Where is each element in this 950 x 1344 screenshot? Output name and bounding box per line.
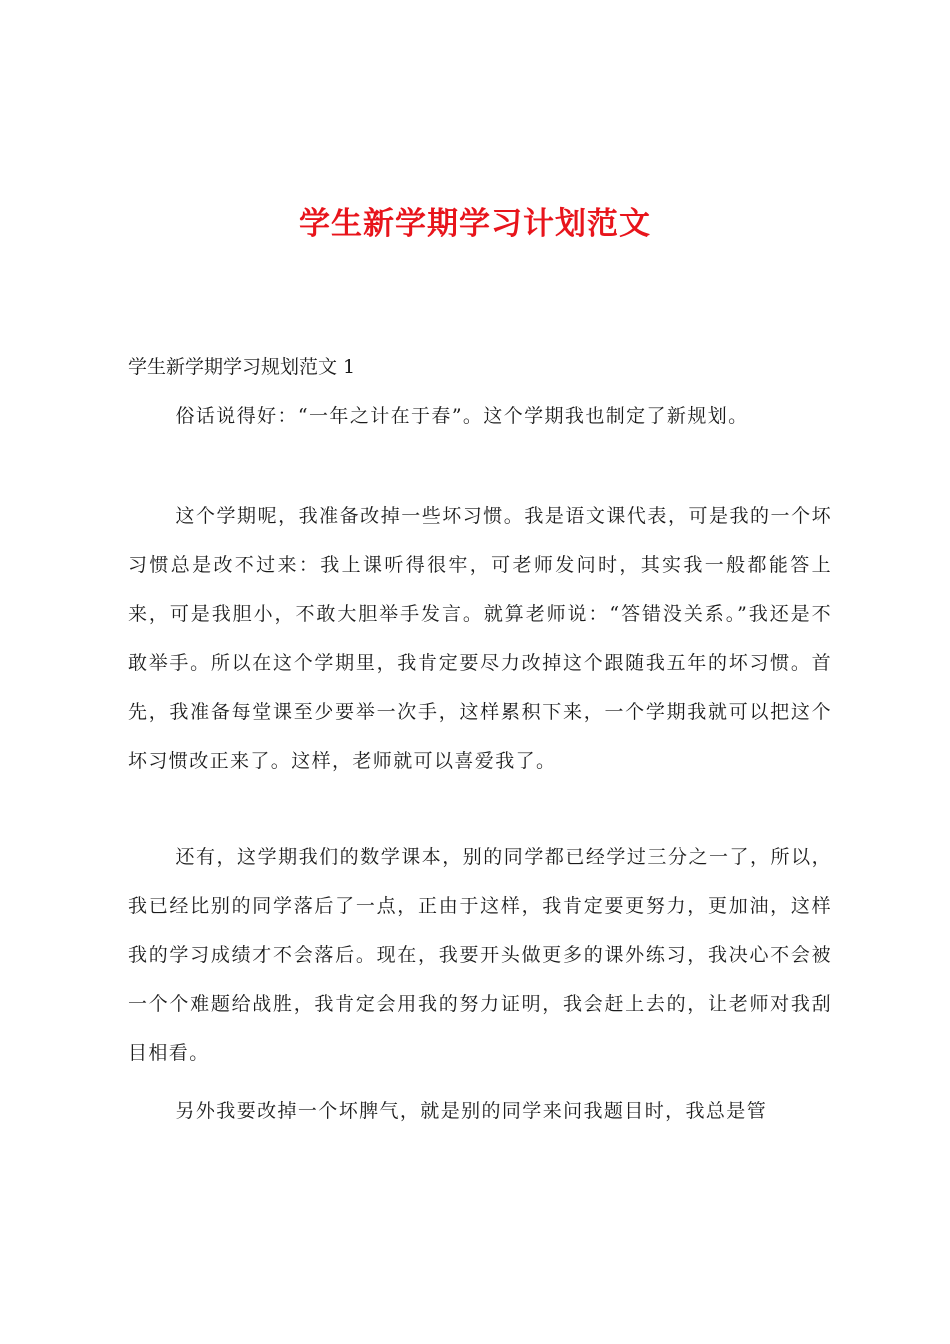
paragraph-4: 另外我要改掉一个坏脾气，就是别的同学来问我题目时，我总是管 <box>175 1100 768 1122</box>
paragraph-3: 还有，这学期我们的数学课本，别的同学都已经学过三分之一了，所以，我已经比别的同学落后了一点，正由于这样，我肯定要更努力，更加油，这样我的学习成绩才不会落后。现在，我要开头做更多的课外练习，我决心不会被一个个难题给战胜，我肯定会用我的努力证明，我会赶上去的，让老师对我刮目相看。 <box>128 846 832 1064</box>
section-heading: 学生新学期学习规划范文 1 <box>128 356 356 378</box>
paragraph-1: 俗话说得好：“一年之计在于春”。这个学期我也制定了新规划。 <box>175 405 749 427</box>
paragraph-2: 这个学期呢，我准备改掉一些坏习惯。我是语文课代表，可是我的一个坏习惯总是改不过来：我上课听得很牢，可老师发问时，其实我一般都能答上来，可是我胆小，不敢大胆举手发言。就算老师说：“答错没关系。”我还是不敢举手。所以在这个学期里，我肯定要尽力改掉这个跟随我五年的坏习惯。首先，我准备每堂课至少要举一次手，这样累积下来，一个学期我就可以把这个坏习惯改正来了。这样，老师就可以喜爱我了。 <box>128 505 832 772</box>
document-title: 学生新学期学习计划范文 <box>299 206 651 242</box>
